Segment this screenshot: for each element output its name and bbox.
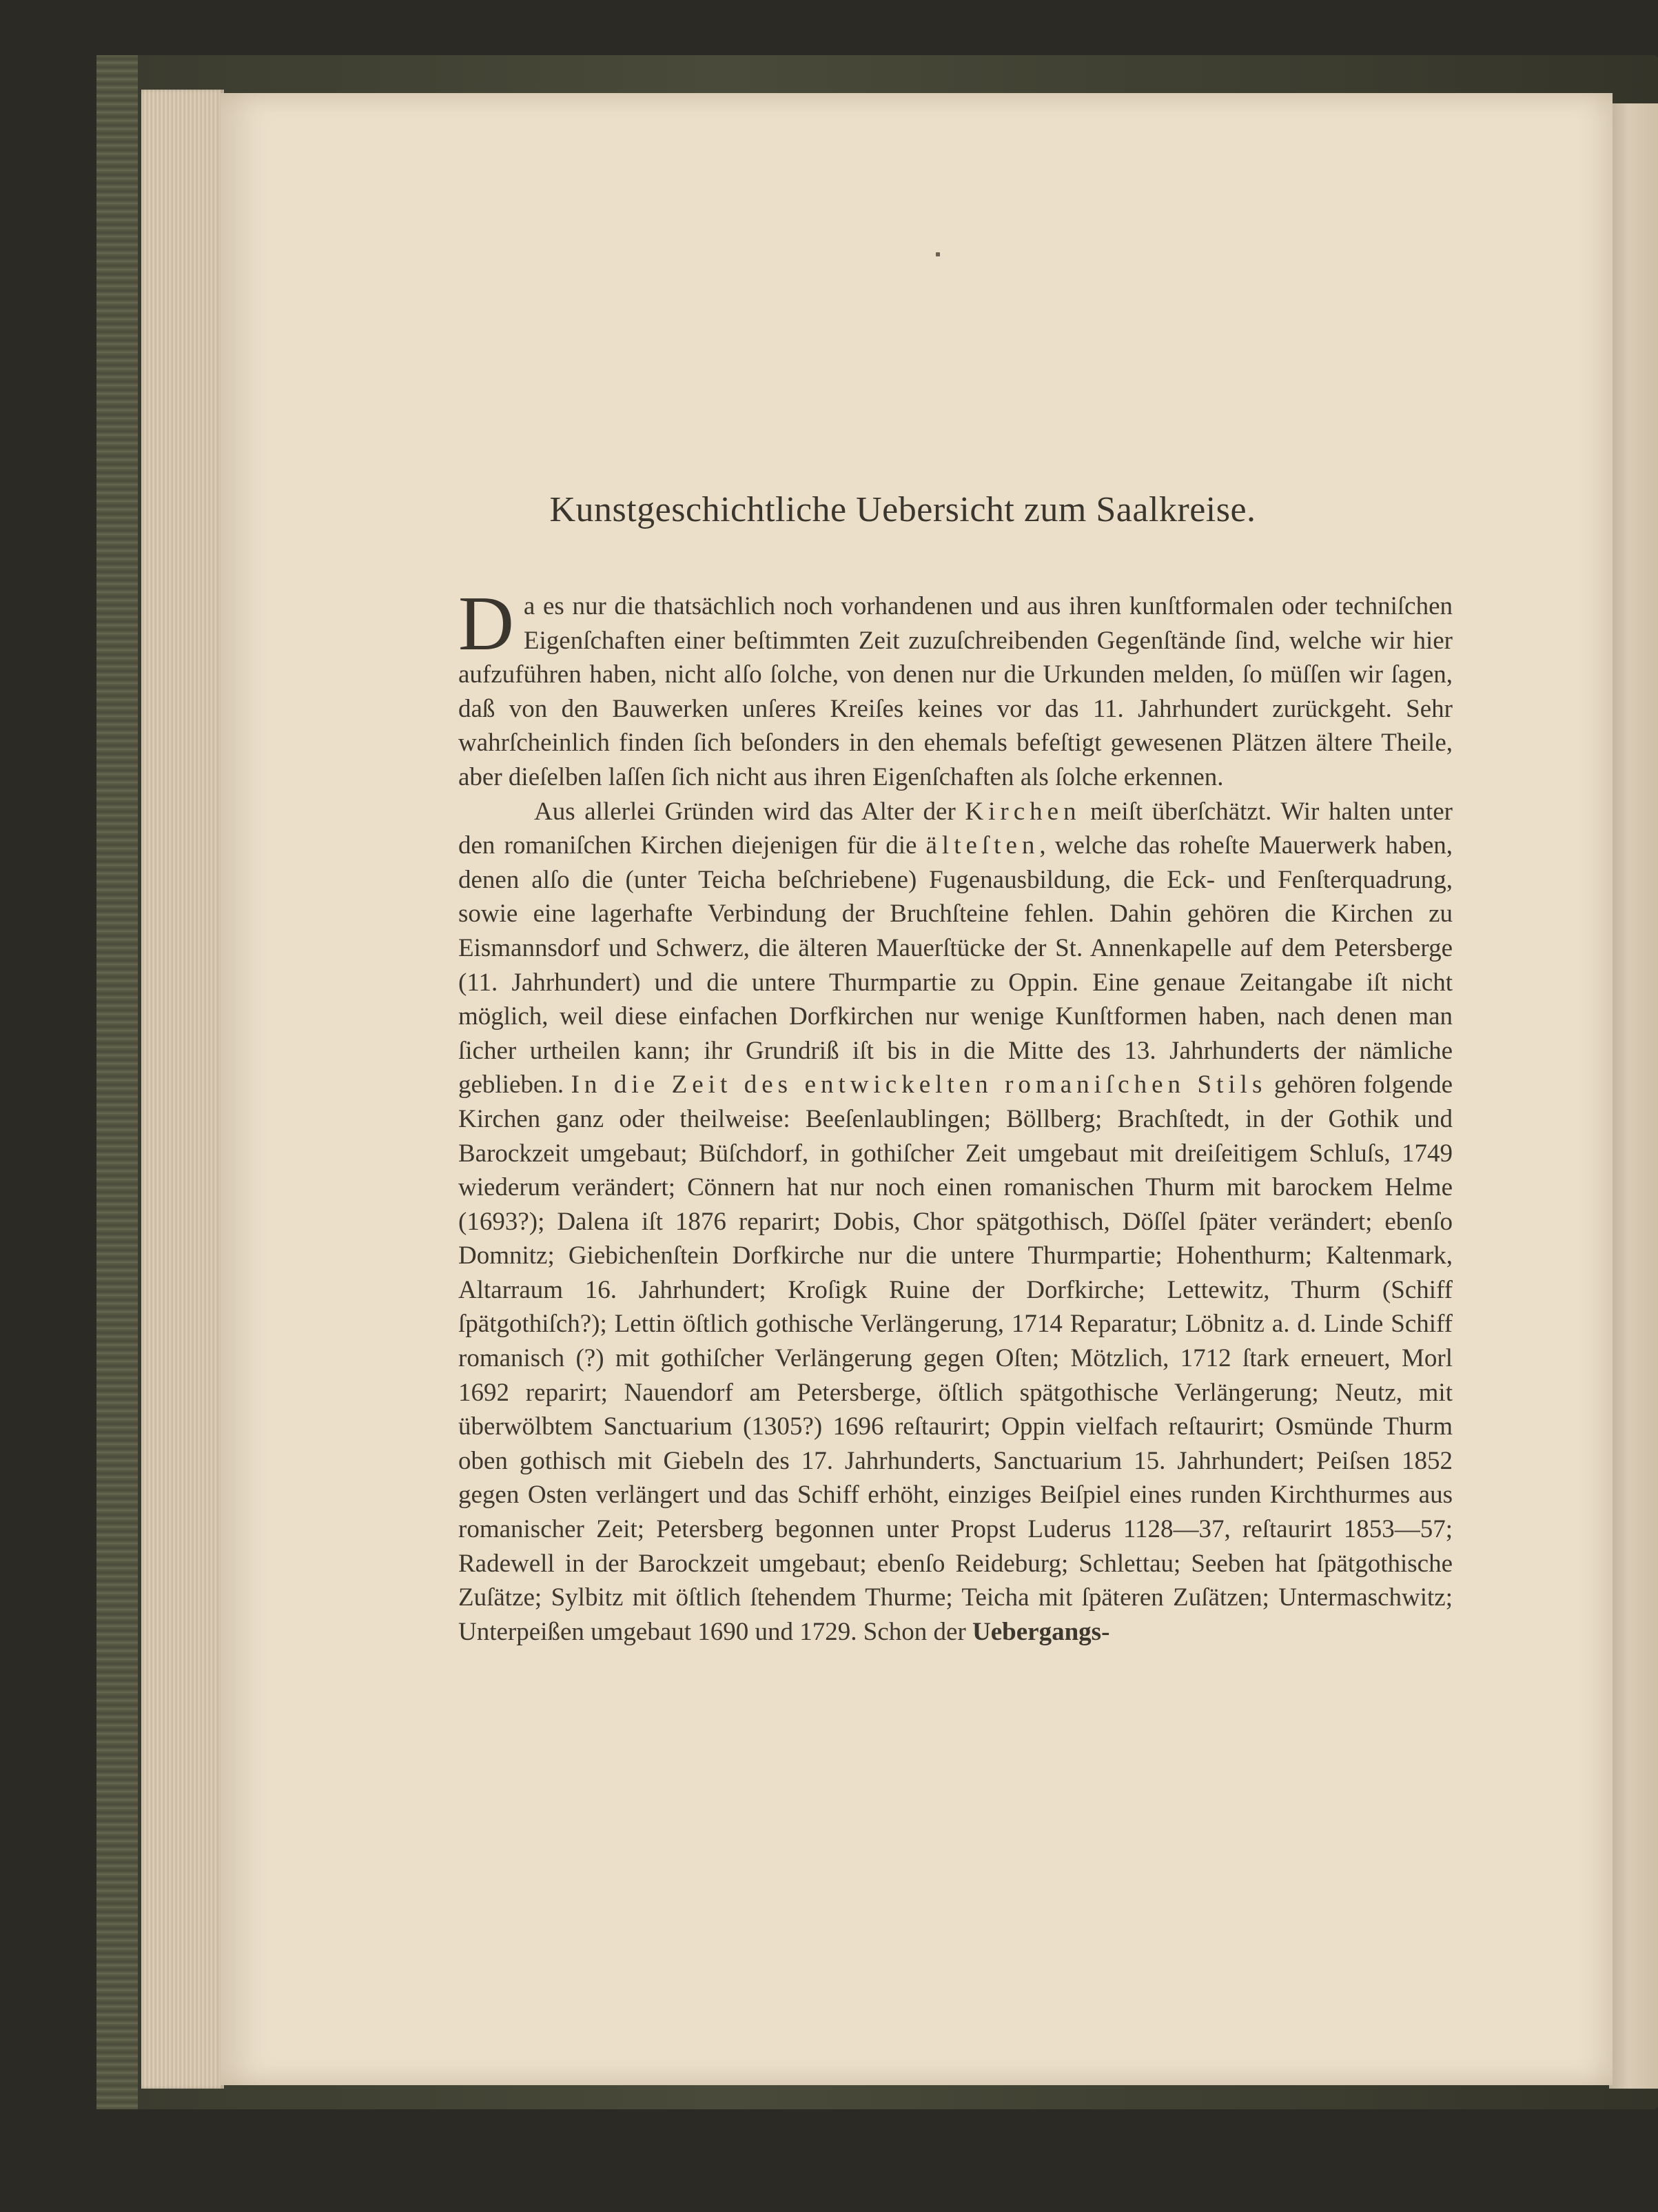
paragraph-2-text-4: gehören folgende Kirchen ganz oder theilweise: Beeſenlaublingen; Böllberg; Brachſtedt, in der Gothik und Barockzeit umgebaut; Büſchdorf, in gothiſcher Zeit umgebaut mit dreiſeitigem Schluſs, 1749 wiederum verändert; Cönnern hat nur noch einen romanischen Thurm mit barockem Helme (1693?); Dalena iſt 1876 reparirt; Dobis, Chor spätgothisch, Döſſel ſpäter verändert; ebenſo Domnitz; Giebichenſtein Dorfkirche nur die untere Thurmpartie; Hohenthurm; Kaltenmark, Altarraum 16. Jahrhundert; Kroſigk Ruine der Dorfkirche; Lettewitz, Thurm (Schiff ſpätgothiſch?); Lettin öſtlich gothische Verlängerung, 1714 Reparatur; Löbnitz a. d. Linde Schiff romanisch (?) mit gothiſcher Verlängerung gegen Oſten; Mötzlich, 1712 ſtark erneuert, Morl 1692 reparirt; Nauendorf am Petersberge, öſtlich spätgothische Verlängerung; Neutz, mit überwölbtem Sanctuarium (1305?) 1696 reſtaurirt; Oppin vielfach reſtaurirt; Osmünde Thurm oben gothisch mit Giebeln des 17. Jahrhunderts, Sanctuarium 15. Jahrhundert; Peiſsen 1852 gegen Osten verlängert und das Schiff erhöht, einziges Beiſpiel eines runden Kirchthurmes aus romanischer Zeit; Petersberg begonnen unter Propst Luderus 1128—37, reſtaurirt 1853—57; Radewell in der Barockzeit umgebaut; ebenſo Reideburg; Schlettau; Seeben hat ſpätgothische Zuſätze; Sylbitz mit öſtlich ſtehendem Thurme; Teicha mit ſpäteren Zuſätzen; Untermaschwitz; Unterpeißen umgebaut 1690 und 1729. Schon der bbox=[458, 1071, 1453, 1646]
drop-cap: D bbox=[458, 581, 514, 667]
paragraph-2-text-1: Aus allerlei Gründen wird das Alter der bbox=[534, 797, 965, 826]
paragraph-2-text-3: , welche das roheſte Mauerwerk haben, denen alſo die (unter Teicha beſchriebene) Fugenausbildung, die Eck- und Fenſterquadrung, sowie eine lagerhafte Verbindung der Bruchſteine fehlen. Dahin gehören die Kirchen zu Eismannsdorf und Schwerz, die älteren Mauerſtücke der St. Annenkapelle auf dem Petersberge (11. Jahrhundert) und die untere Thurmpartie zu Oppin. Eine genaue Zeitangabe iſt nicht möglich, weil diese einfachen Dorfkirchen nur wenige Kunſtformen haben, nach denen man ſicher urtheilen kann; ihr Grundriß iſt bis in die Mitte des 13. Jahrhunderts der nämliche geblieben. bbox=[458, 831, 1453, 1099]
book-spine bbox=[96, 55, 138, 2109]
paragraph-2-text-2: meiſt überſchätzt. Wir halten unter den romaniſchen Kirchen diejenigen für die bbox=[458, 797, 1453, 860]
page-mark bbox=[936, 252, 940, 256]
paragraph-2 bbox=[458, 795, 1453, 1650]
page-title: Kunstgeschichtliche Uebersicht zum Saalkreise. bbox=[549, 490, 1256, 529]
bold-term-uebergangs: Uebergangs- bbox=[972, 1617, 1110, 1646]
spaced-term-aeltesten: älteſten bbox=[925, 831, 1040, 860]
paragraph-1-text: a es nur die thatsächlich noch vorhandenen und aus ihren kunſtformalen oder techniſchen Eigenſchaften einer beſtimmten Zeit zuzuſchreibenden Gegenſtände ſind, welche wir hier aufzuführen haben, nicht alſo ſolche, von denen nur die Urkunden melden, ſo müſſen wir ſagen, daß von den Bauwerken unſeres Kreiſes keines vor das 11. Jahrhundert zurückgeht. Sehr wahrſcheinlich finden ſich beſonders in den ehemals befeſtigt gewesenen Plätzen ältere Theile, aber dieſelben laſſen ſich nicht aus ihren Eigenſchaften als ſolche erkennen. bbox=[458, 592, 1453, 791]
page-edges bbox=[141, 90, 224, 2089]
spaced-term-romanischer-stil: In die Zeit des entwickelten romaniſchen Stils bbox=[571, 1071, 1267, 1099]
spaced-term-kirchen: Kirchen bbox=[965, 797, 1081, 826]
paragraph-1 bbox=[458, 581, 1453, 795]
facing-page-edge bbox=[1609, 103, 1658, 2089]
body-text bbox=[458, 581, 1453, 1649]
